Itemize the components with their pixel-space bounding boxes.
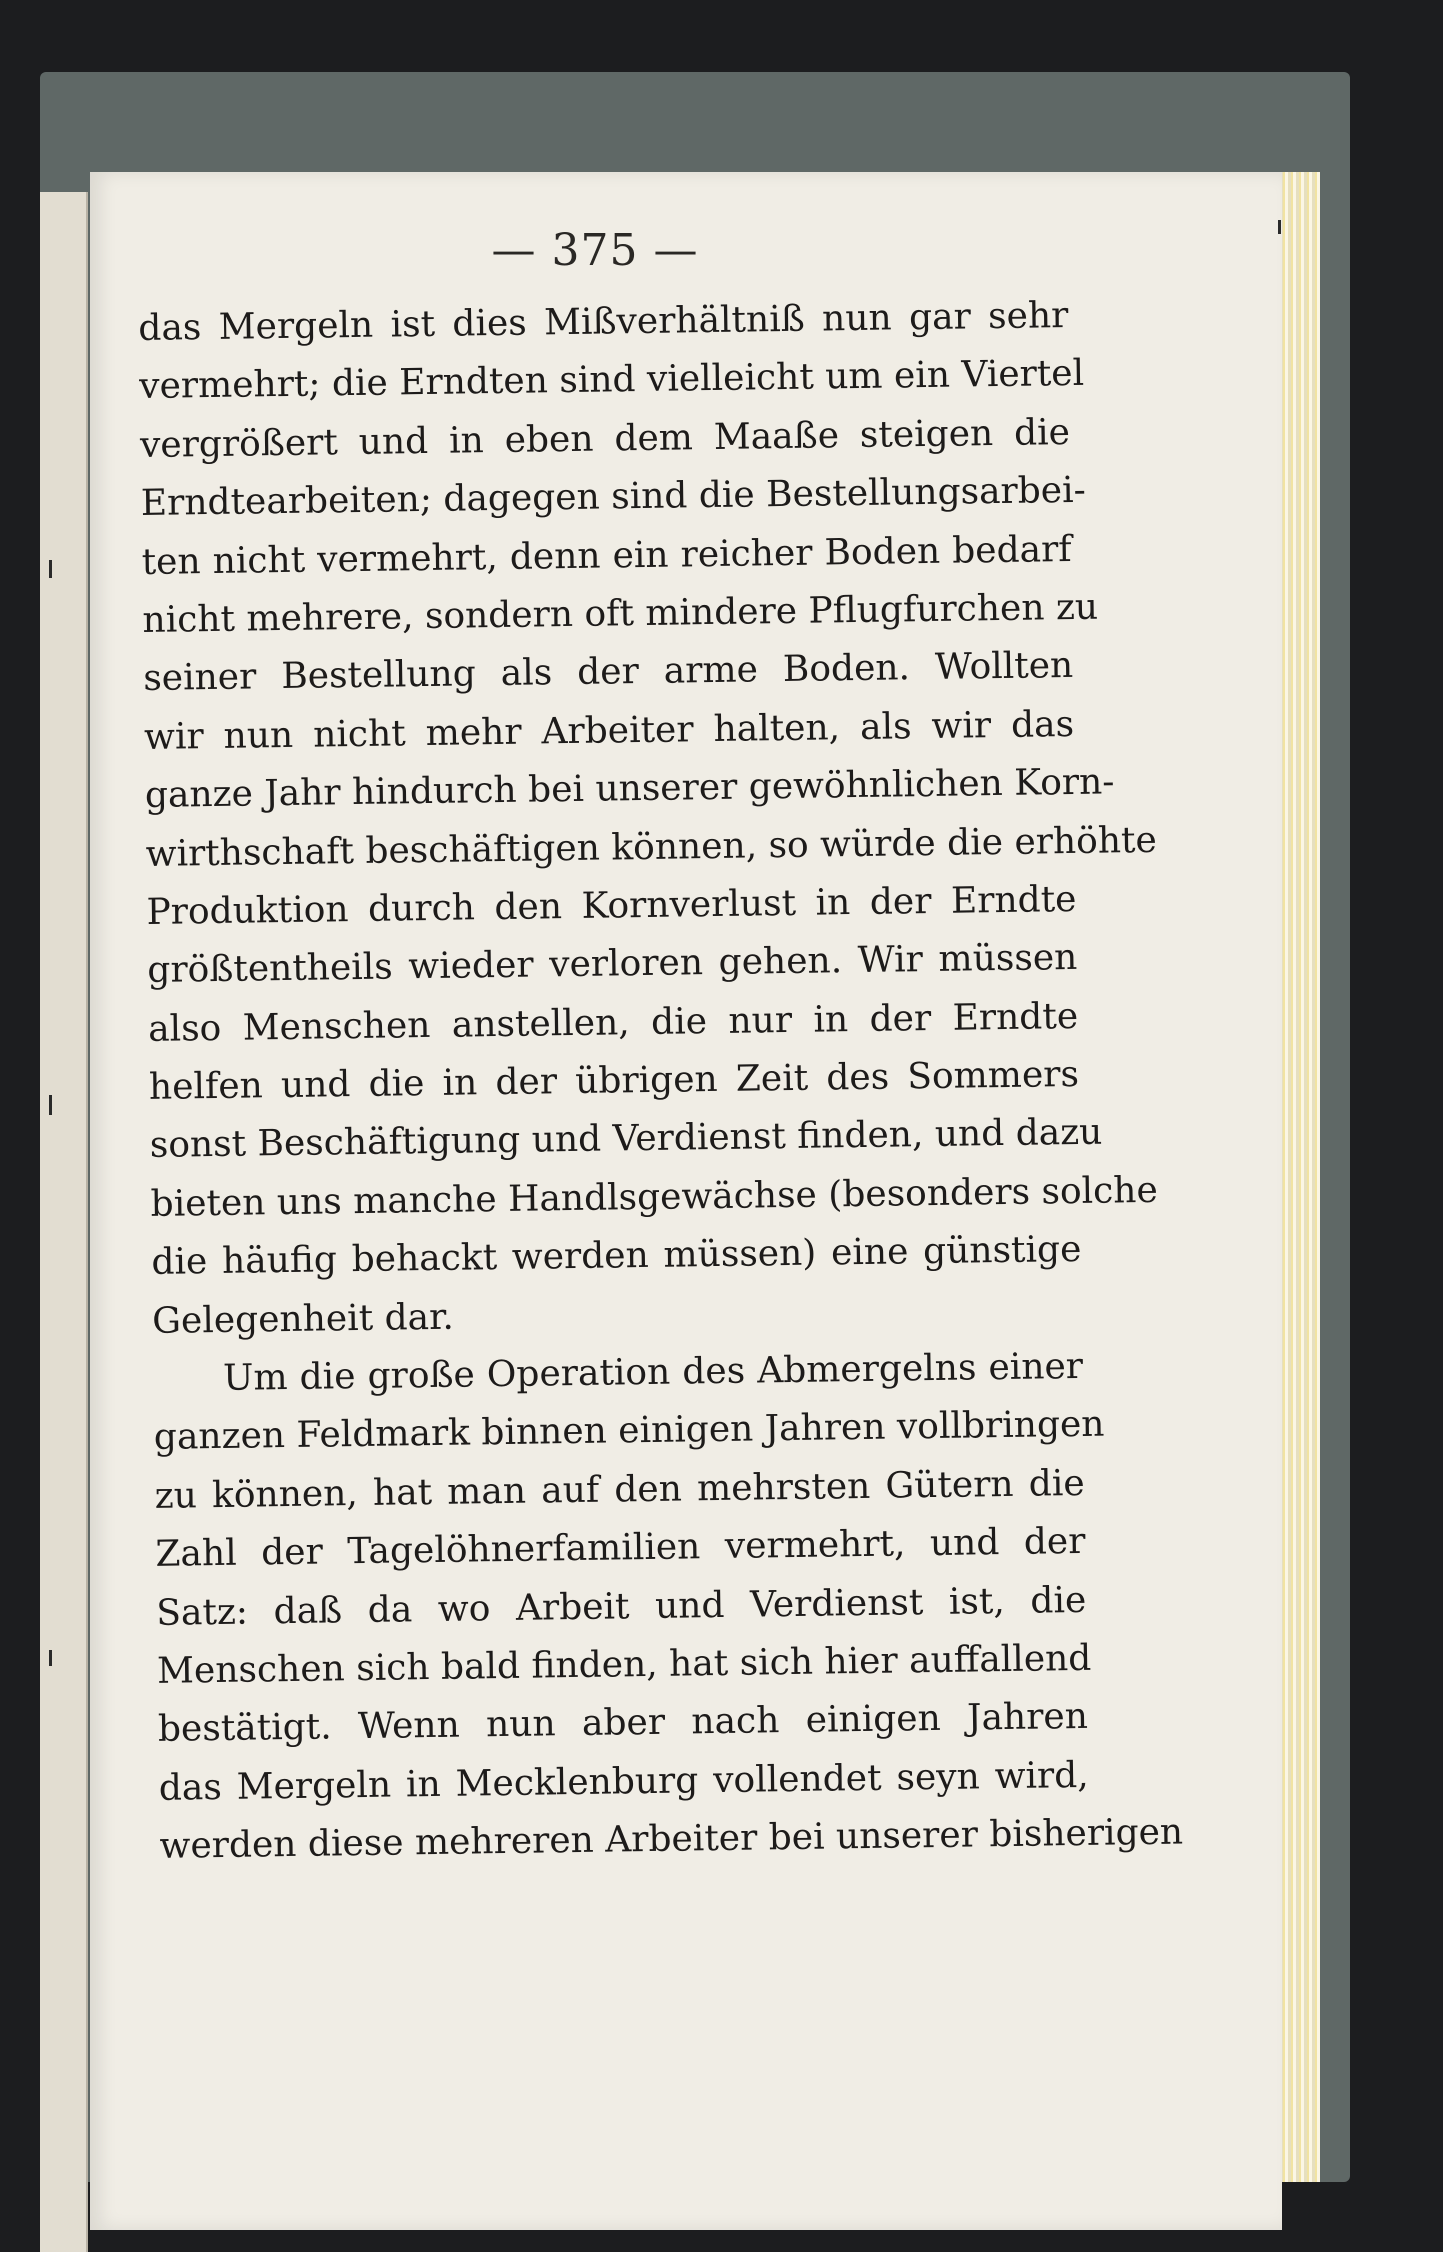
text-line: ganzen Feldmark binnen einigen Jahren vollbringen (153, 1404, 1105, 1459)
margin-mark (49, 1650, 52, 1666)
left-page-edge (40, 192, 88, 2252)
text-line: ten nicht vermehrt, denn ein reicher Boden bedarf (141, 528, 1072, 583)
text-line: Zahl der Tagelöhnerfamilien vermehrt, und der (155, 1521, 1086, 1576)
page-number: — 375 — (491, 225, 699, 276)
text-line: Satz: daß da wo Arbeit und Verdienst ist, die (156, 1579, 1087, 1634)
text-line: das Mergeln in Mecklenburg vollendet seyn wird, (158, 1754, 1089, 1809)
text-line: Um die große Operation des Abmergelns einer (222, 1345, 1084, 1399)
text-line: wir nun nicht mehr Arbeiter halten, als wir das (143, 703, 1075, 758)
text-line: also Menschen anstellen, die nur in der Erndte (147, 995, 1079, 1050)
text-line: sonst Beschäftigung und Verdienst finden, und dazu (149, 1112, 1103, 1167)
text-line: vermehrt; die Erndten sind vielleicht um ein Viertel (138, 353, 1085, 408)
text-line: Menschen sich bald finden, hat sich hier auffallend (156, 1637, 1092, 1692)
text-line: ganze Jahr hindurch bei unserer gewöhnlichen Korn- (144, 761, 1115, 817)
text-line: Produktion durch den Kornverlust in der Erndte (146, 878, 1077, 933)
text-line: nicht mehrere, sondern oft mindere Pflugfurchen zu (142, 586, 1099, 641)
text-line: die häufig behackt werden müssen) eine günstige (151, 1229, 1082, 1284)
text-line: werden diese mehreren Arbeiter bei unserer bisherigen (159, 1811, 1184, 1868)
text-line: vergrößert und in eben dem Maaße steigen die (139, 411, 1071, 466)
page-text (138, 287, 1184, 1876)
text-line: größtentheils wieder verloren gehen. Wir müssen (147, 937, 1078, 992)
text-line: bestätigt. Wenn nun aber nach einigen Jahren (157, 1696, 1089, 1751)
text-line: bieten uns manche Handlsgewächse (besonders solche (150, 1169, 1159, 1225)
margin-mark (1278, 220, 1281, 234)
margin-mark (49, 560, 52, 578)
text-line: helfen und die in der übrigen Zeit des Sommers (148, 1054, 1080, 1108)
text-line: zu können, hat man auf den mehrsten Gütern die (154, 1462, 1085, 1517)
text-line: Erndtearbeiten; dagegen sind die Bestellungsarbei- (140, 469, 1087, 525)
text-line: das Mergeln ist dies Mißverhältniß nun gar sehr (138, 295, 1069, 349)
text-line: seiner Bestellung als der arme Boden. Wollten (143, 645, 1074, 700)
text-line: wirthschaft beschäftigen können, so würde die erhöhte (145, 819, 1158, 875)
margin-mark (49, 1095, 52, 1115)
text-line: Gelegenheit dar. (151, 1296, 455, 1342)
